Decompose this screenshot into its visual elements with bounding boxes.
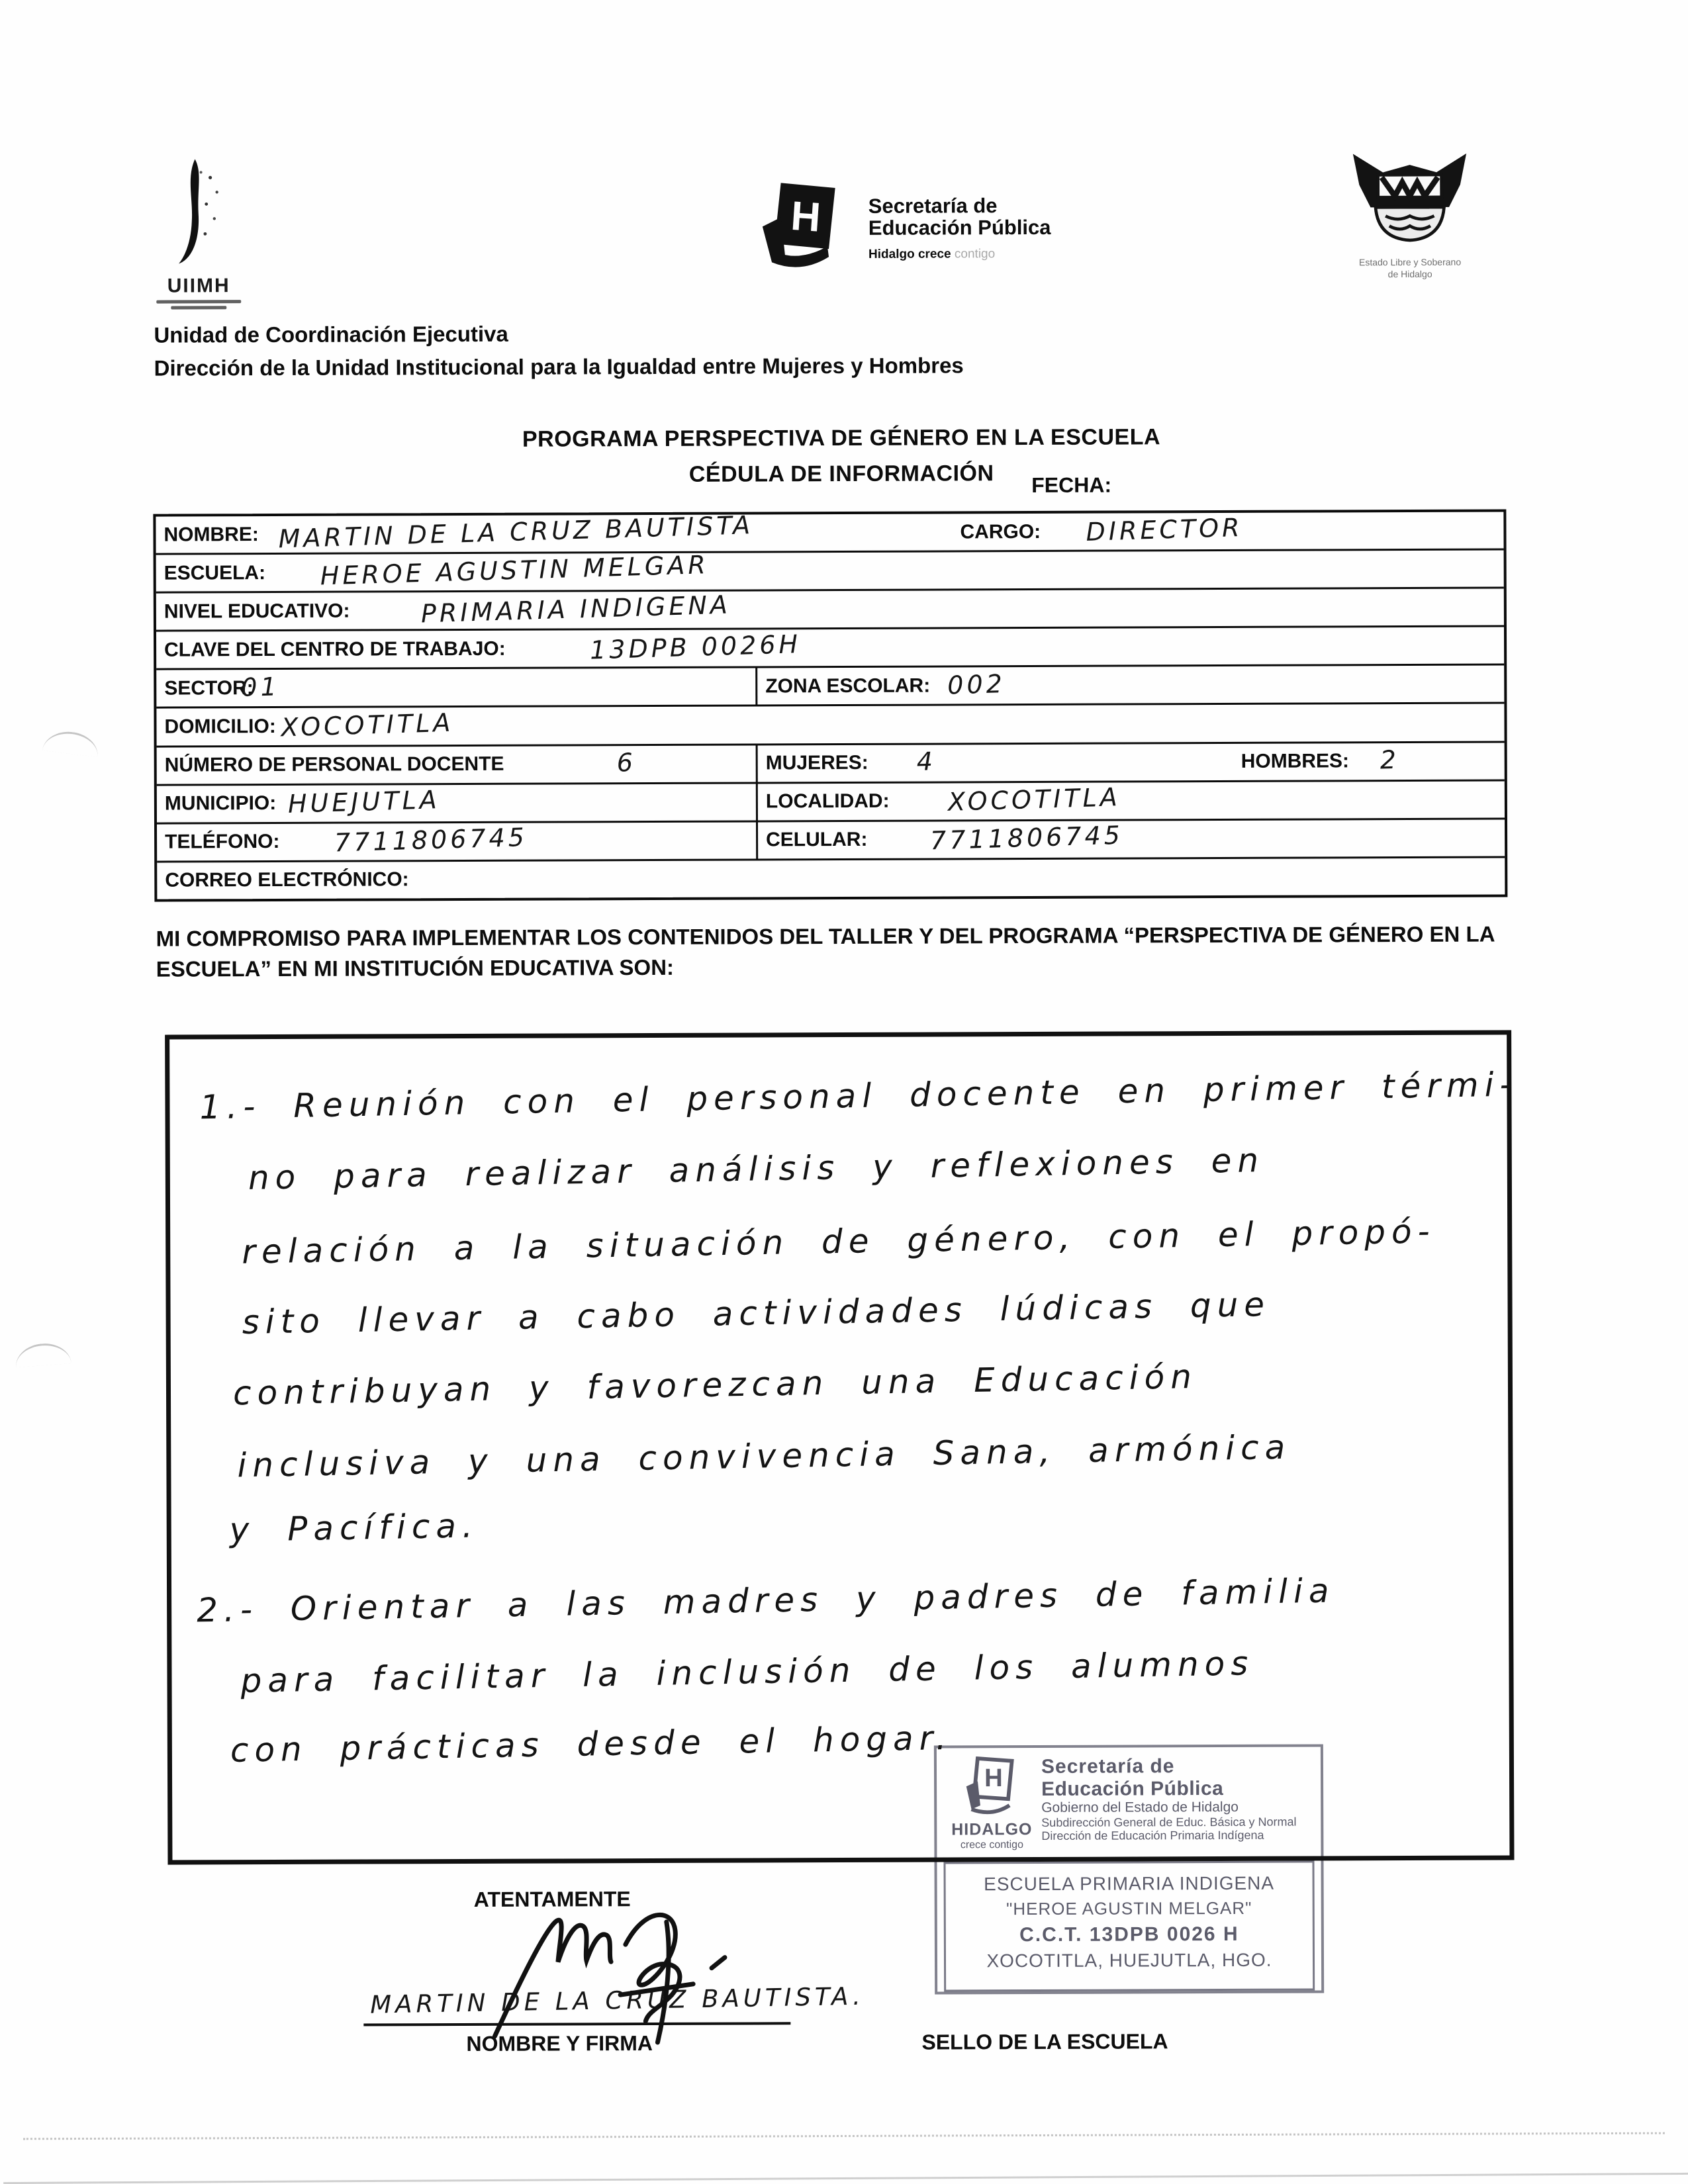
personal-docente-label: NÚMERO DE PERSONAL DOCENTE	[164, 752, 504, 776]
svg-text:H: H	[984, 1764, 1003, 1793]
stamp-hidalgo-label: HIDALGO	[951, 1820, 1033, 1839]
stamp-school-line2: "HEROE AGUSTIN MELGAR"	[1006, 1897, 1252, 1919]
scan-noise-line	[3, 2173, 1688, 2184]
stamp-school-line3: C.C.T. 13DPB 0026 H	[1019, 1923, 1239, 1946]
unit-line1: Unidad de Coordinación Ejecutiva	[154, 321, 508, 347]
commitment-box	[165, 1030, 1518, 1864]
clave-label: CLAVE DEL CENTRO DE TRABAJO:	[164, 637, 506, 661]
owl-caption-line2: de Hidalgo	[1387, 268, 1432, 279]
zona-escolar-value: 002	[947, 668, 1006, 700]
escuela-value: HEROE AGUSTIN MELGAR	[320, 550, 710, 591]
program-title: PROGRAMA PERSPECTIVA DE GÉNERO EN LA ESCUELA	[522, 424, 1161, 452]
nivel-educativo-label: NIVEL EDUCATIVO:	[164, 600, 350, 623]
stamp-line4: Subdirección General de Educ. Básica y Normal	[1041, 1815, 1297, 1829]
uiimh-smallprint-bar	[171, 306, 226, 309]
fecha-label: FECHA:	[1031, 473, 1112, 498]
sep-logo-line1: Secretaría de	[868, 194, 998, 218]
sector-value: 01	[240, 671, 281, 702]
commitment-line: relación a la situación de género, con el propó-	[241, 1212, 1436, 1271]
cargo-label: CARGO:	[960, 520, 1041, 543]
escuela-label: ESCUELA:	[164, 561, 266, 584]
column-divider	[756, 784, 758, 820]
stamp-school-box	[943, 1861, 1315, 1992]
stamp-school-line4: XOCOTITLA, HUEJUTLA, HGO.	[986, 1949, 1272, 1972]
commitment-line: 1.- Reunión con el personal docente en primer térmi-	[199, 1065, 1518, 1127]
telefono-label: TELÉFONO:	[165, 831, 280, 853]
nombre-label: NOMBRE:	[164, 523, 259, 546]
commitment-line: inclusiva y una convivencia Sana, armónica	[236, 1428, 1291, 1485]
scan-noise-line	[23, 2132, 1665, 2140]
signature	[489, 1903, 755, 2046]
nombre-value: MARTIN DE LA CRUZ BAUTISTA	[277, 510, 754, 554]
row-nivel-educativo	[156, 587, 1504, 630]
atentamente-label: ATENTAMENTE	[473, 1887, 631, 1911]
clave-value: 13DPB 0026H	[589, 629, 802, 665]
uiimh-label: UIIMH	[167, 275, 230, 297]
stamp-line1: Secretaría de	[1041, 1755, 1175, 1778]
sep-hidalgo-logo	[755, 177, 1051, 277]
column-divider	[756, 745, 758, 782]
hidalgo-state-emblem	[1333, 145, 1486, 281]
scan-pen-mark	[42, 729, 100, 757]
commitment-line: y Pacífica.	[229, 1506, 479, 1549]
celular-label: CELULAR:	[766, 829, 868, 851]
telefono-value: 7711806745	[334, 822, 528, 858]
sep-tagline-bold: Hidalgo crece	[868, 247, 951, 261]
owl-caption-line1: Estado Libre y Soberano	[1358, 256, 1462, 268]
uiimh-smallprint-bar	[156, 300, 241, 303]
information-table	[153, 510, 1507, 902]
uiimh-logo	[145, 158, 252, 310]
row-domicilio	[156, 702, 1504, 745]
mujeres-label: MUJERES:	[765, 751, 868, 774]
commitment-line: sito llevar a cabo actividades lúdicas que	[242, 1285, 1271, 1342]
stamp-school-line1: ESCUELA PRIMARIA INDIGENA	[984, 1872, 1275, 1895]
localidad-label: LOCALIDAD:	[765, 790, 890, 813]
svg-text:H: H	[789, 193, 822, 241]
row-municipio-localidad	[157, 779, 1505, 822]
stamp-line5: Dirección de Educación Primaria Indígena	[1041, 1828, 1264, 1843]
nombre-firma-label: NOMBRE Y FIRMA	[466, 2031, 653, 2056]
commitment-line: con prácticas desde el hogar.	[230, 1718, 953, 1770]
zona-escolar-label: ZONA ESCOLAR:	[765, 674, 931, 698]
municipio-label: MUNICIPIO:	[164, 792, 277, 815]
row-sector-zona	[156, 664, 1504, 707]
column-divider	[755, 668, 757, 705]
stamp-hidalgo-tagline: crece contigo	[960, 1839, 1024, 1851]
scan-pen-mark	[15, 1342, 71, 1367]
sep-logo-line2: Educación Pública	[868, 215, 1051, 240]
cargo-value: DIRECTOR	[1085, 513, 1244, 547]
commitment-heading: MI COMPROMISO PARA IMPLEMENTAR LOS CONTENIDOS DEL TALLER Y DEL PROGRAMA “PERSPECTIVA DE GÉNERO EN LA ESCUELA” EN MI INSTITUCIÓN EDUCATIVA SON:	[156, 921, 1495, 981]
sep-tagline-light: contigo	[954, 247, 996, 261]
program-subtitle: CÉDULA DE INFORMACIÓN	[688, 461, 994, 488]
row-correo	[157, 856, 1505, 899]
hombres-label: HOMBRES:	[1241, 750, 1350, 773]
signed-name: MARTIN DE LA CRUZ BAUTISTA.	[369, 1981, 865, 2019]
sello-escuela-label: SELLO DE LA ESCUELA	[921, 2029, 1168, 2054]
nivel-educativo-value: PRIMARIA INDIGENA	[420, 589, 731, 628]
sector-label: SECTOR:	[164, 677, 254, 700]
row-nombre	[156, 512, 1503, 553]
domicilio-label: DOMICILIO:	[164, 715, 276, 738]
municipio-value: HUEJUTLA	[287, 785, 441, 819]
commitment-line: contribuyan y favorezcan una Educación	[232, 1357, 1198, 1413]
stamp-line3: Gobierno del Estado de Hidalgo	[1041, 1799, 1239, 1816]
commitment-line: para facilitar la inclusión de los alumnos	[240, 1644, 1254, 1700]
owl-icon	[1346, 145, 1473, 251]
commitment-line: no para realizar análisis y reflexiones en	[248, 1141, 1265, 1197]
row-clave-centro-trabajo	[156, 625, 1504, 668]
column-divider	[756, 822, 758, 858]
domicilio-value: XOCOTITLA	[280, 707, 454, 743]
mujeres-value: 4	[916, 747, 937, 776]
stamp-line2: Educación Pública	[1041, 1777, 1224, 1800]
localidad-value: XOCOTITLA	[947, 782, 1121, 817]
unit-line2: Dirección de la Unidad Institucional para la Igualdad entre Mujeres y Hombres	[154, 352, 964, 381]
row-telefono-celular	[157, 817, 1505, 860]
row-escuela	[156, 549, 1504, 592]
commitment-line: 2.- Orientar a las madres y padres de familia	[196, 1571, 1335, 1630]
row-personal-docente	[157, 741, 1505, 784]
hombres-value: 2	[1380, 745, 1400, 775]
correo-label: CORREO ELECTRÓNICO:	[165, 868, 409, 891]
celular-value: 7711806745	[929, 820, 1124, 856]
sep-h-book-icon	[755, 177, 855, 277]
personal-docente-value: 6	[616, 747, 637, 778]
uiimh-figure-icon	[158, 158, 238, 270]
